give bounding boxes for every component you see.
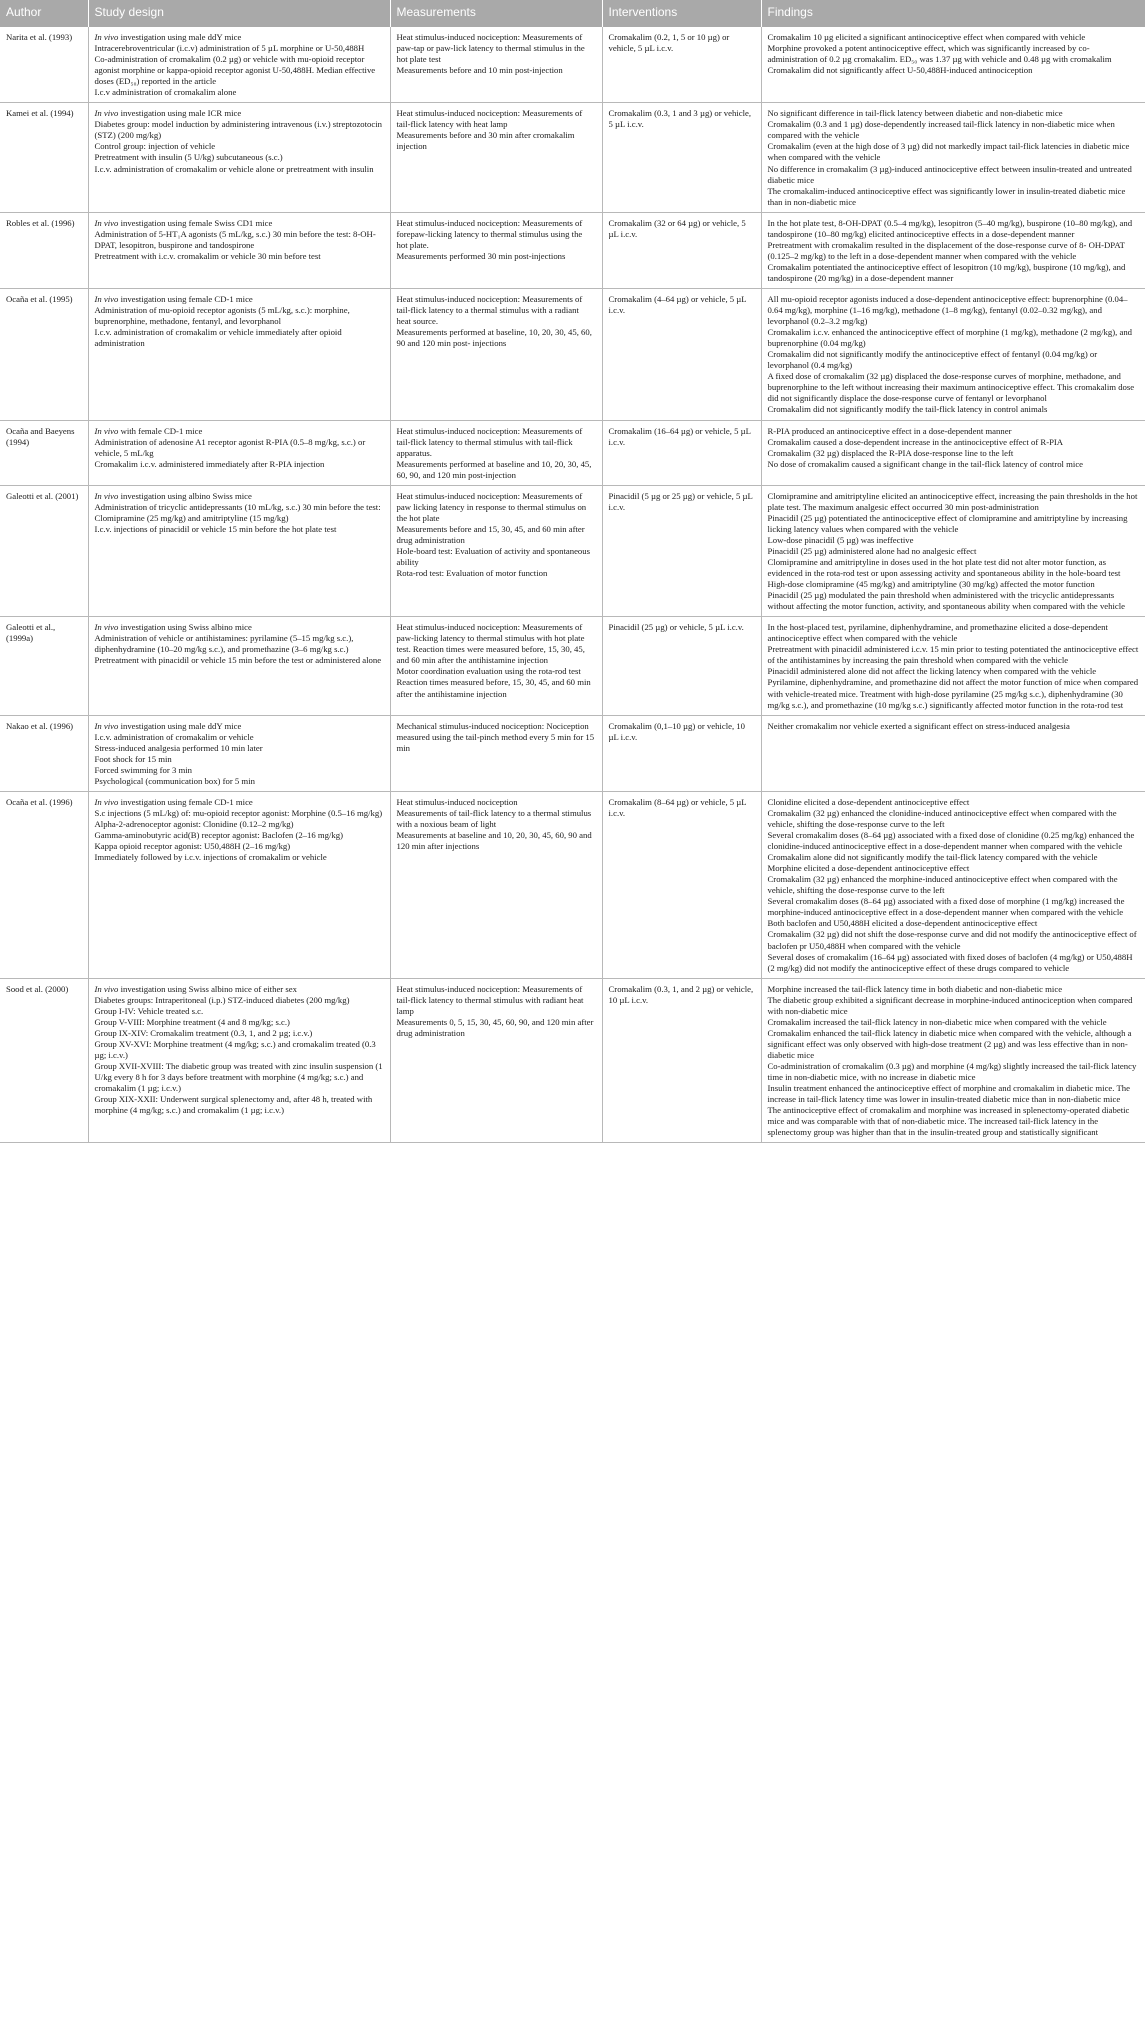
- design-line: S.c injections (5 mL/kg) of: mu-opioid receptor agonist: Morphine (0.5–16 mg/kg): [94, 807, 383, 818]
- author-cell: [0, 288, 88, 420]
- measurements-line: Measurements performed 30 min post-injections: [396, 250, 566, 261]
- findings-line: Low-dose pinacidil (5 µg) was ineffective: [767, 534, 914, 545]
- findings-line: Clonidine elicited a dose-dependent antinociceptive effect: [767, 796, 970, 807]
- findings-line: High-dose clomipramine (45 mg/kg) and amitriptyline (30 mg/kg) affected the motor function: [767, 579, 1095, 590]
- interventions-cell: [602, 617, 761, 715]
- findings-line: A fixed dose of cromakalim (32 µg) displaced the dose-response curves of morphine, methadone, and buprenorphine to the left without increasing their maximum antinociceptive effect. This cromakalim dose did not significantly displace the dose-response curve of fentanyl or levorphanol: [767, 371, 1135, 404]
- measurements-line: Measurements 0, 5, 15, 30, 45, 60, 90, and 120 min after drug administration: [396, 1016, 594, 1038]
- design-line: I.c.v. administration of cromakalim or vehicle immediately after opioid administration: [94, 327, 342, 349]
- findings-line: Cromakalim caused a dose-dependent increase in the antinociceptive effect of R-PIA: [767, 436, 1064, 447]
- design-line: Group XV-XVI: Morphine treatment (4 mg/kg; s.c.) and cromakalim treated (0.3 µg; i.c.v.): [94, 1038, 376, 1060]
- measurements-line: Reaction times measured before, 15, 30, 45, and 60 min after the antihistamine injection: [396, 677, 591, 699]
- findings-line: All mu-opioid receptor agonists induced a dose-dependent antinociceptive effect: buprenorphine (0.04–0.64 mg/kg), morphine (1–16 mg/kg), methadone (1–8 mg/kg), fentanyl (0.02–0.32 mg/kg), and levorphanol (0.2–3.2 mg/kg): [767, 293, 1128, 327]
- interventions-cell: [602, 288, 761, 420]
- table-row: [0, 978, 1145, 1143]
- findings-line: Several cromakalim doses (8–64 µg) associated with a fixed dose of clonidine (0.25 mg/kg) enhanced the clonidine-induced antinociceptive effect in a dose-dependent manner when compared with the vehicle: [767, 830, 1135, 852]
- design-line: In vivo investigation using albino Swiss mice: [94, 490, 252, 501]
- study-design-cell: [88, 288, 390, 420]
- measurements-line: Measurements before and 10 min post-injection: [396, 65, 563, 76]
- findings-line: Cromakalim increased the tail-flick latency in non-diabetic mice when compared with the vehicle: [767, 1016, 1107, 1027]
- interventions-line: Cromakalim (0.2, 1, 5 or 10 µg) or vehicle, 5 µL i.c.v.: [608, 32, 730, 54]
- design-line: Group XIX-XXII: Underwent surgical splenectomy and, after 48 h, treated with morphine (4 mg/kg; s.c.) and cromakalim (1 µg; i.c.v.): [94, 1094, 373, 1116]
- measurements-cell: [390, 27, 602, 103]
- interventions-line: Cromakalim (32 or 64 µg) or vehicle, 5 µL i.c.v.: [608, 217, 746, 239]
- measurements-line: Measurements before and 15, 30, 45, and 60 min after drug administration: [396, 523, 585, 545]
- design-line: I.c.v. injections of pinacidil or vehicle 15 min before the hot plate test: [94, 523, 337, 534]
- findings-line: Pinacidil administered alone did not affect the licking latency when compared with the vehicle: [767, 666, 1097, 677]
- measurements-cell: [390, 103, 602, 212]
- design-line: Group XVII-XVIII: The diabetic group was treated with zinc insulin suspension (1 U/kg every 8 h for 3 days before treatment with morphine (4 mg/kg; s.c.) and cromakalim (1 µg; i.c.v.): [94, 1060, 383, 1094]
- interventions-cell: [602, 978, 761, 1143]
- author-text: Ocaña et al. (1995): [6, 293, 73, 304]
- measurements-line: Measurements performed at baseline, 10, 20, 30, 45, 60, 90 and 120 min post- injections: [396, 327, 592, 349]
- design-line: Diabetes group: model induction by administering intravenous (i.v.) streptozotocin (STZ) (200 mg/kg): [94, 119, 383, 141]
- author-text: Galeotti et al., (1999a): [6, 622, 56, 644]
- design-line: Administration of vehicle or antihistamines: pyrilamine (5–15 mg/kg s.c.), diphenhydramine (10–20 mg/kg s.c.), and promethazine (3–6 mg/kg s.c.): [94, 633, 354, 655]
- measurements-line: Rota-rod test: Evaluation of motor function: [396, 568, 548, 579]
- design-line: Administration of tricyclic antidepressants (10 mL/kg, s.c.) 30 min before the test: Clomipramine (25 mg/kg) and amitriptyline (15 mg/kg): [94, 501, 381, 523]
- findings-line: Cromakalim did not significantly modify the tail-flick latency in control animals: [767, 404, 1048, 415]
- interventions-cell: [602, 103, 761, 212]
- findings-cell: [761, 485, 1145, 617]
- author-cell: [0, 212, 88, 288]
- author-cell: [0, 103, 88, 212]
- findings-line: Pinacidil (25 µg) modulated the pain threshold when administered with the tricyclic antidepressants without affecting the motor function, activity, and spontaneous ability when compared with the vehicle: [767, 590, 1126, 612]
- measurements-cell: [390, 420, 602, 485]
- study-design-cell: [88, 27, 390, 103]
- design-line: Psychological (communication box) for 5 min: [94, 775, 255, 786]
- design-line: Control group: injection of vehicle: [94, 141, 216, 152]
- study-design-cell: [88, 420, 390, 485]
- measurements-line: Heat stimulus-induced nociception: [396, 796, 518, 807]
- design-line: In vivo investigation using female CD-1 mice: [94, 796, 253, 807]
- design-line: In vivo investigation using female Swiss CD1 mice: [94, 217, 273, 228]
- design-line: I.c.v administration of cromakalim alone: [94, 87, 237, 98]
- header-author: Author: [0, 0, 88, 27]
- findings-line: Morphine elicited a dose-dependent antinociceptive effect: [767, 863, 970, 874]
- design-line: Pretreatment with i.c.v. cromakalim or vehicle 30 min before test: [94, 250, 321, 261]
- findings-cell: [761, 420, 1145, 485]
- findings-line: Neither cromakalim nor vehicle exerted a significant effect on stress-induced analgesia: [767, 720, 1070, 731]
- design-line: I.c.v. administration of cromakalim or vehicle alone or pretreatment with insulin: [94, 163, 374, 174]
- findings-line: Pretreatment with cromakalim resulted in the displacement of the dose-response curve of 8- OH-DPAT (0.125–2 mg/kg) to the left in a dose-dependent manner when compared with the vehicle: [767, 239, 1125, 261]
- author-cell: [0, 420, 88, 485]
- interventions-line: Cromakalim (0.3, 1 and 3 µg) or vehicle, 5 µL i.c.v.: [608, 108, 752, 130]
- author-text: Kamei et al. (1994): [6, 108, 74, 119]
- findings-line: No difference in cromakalim (3 µg)-induced antinociceptive effect between insulin-treated and untreated diabetic mice: [767, 163, 1132, 185]
- design-line: Group V-VIII: Morphine treatment (4 and 8 mg/kg; s.c.): [94, 1016, 290, 1027]
- table-body: [0, 27, 1145, 1143]
- design-line: Foot shock for 15 min: [94, 753, 172, 764]
- header-interventions: Interventions: [602, 0, 761, 27]
- findings-line: Cromakalim did not significantly modify the antinociceptive effect of fentanyl (0.04 mg/kg) or levorphanol (0.4 mg/kg): [767, 349, 1098, 371]
- findings-cell: [761, 978, 1145, 1143]
- findings-line: No dose of cromakalim caused a significant change in the tail-flick latency of control mice: [767, 458, 1084, 469]
- findings-line: R-PIA produced an antinociceptive effect in a dose-dependent manner: [767, 425, 1012, 436]
- findings-line: No significant difference in tail-flick latency between diabetic and non-diabetic mice: [767, 108, 1063, 119]
- findings-line: Pretreatment with pinacidil administered i.c.v. 15 min prior to testing potentiated the antinociceptive effect of the antihistamines by increasing the pain threshold when compared with the vehicle: [767, 644, 1139, 666]
- findings-line: Cromakalim (32 µg) enhanced the clonidine-induced antinociceptive effect when compared with the vehicle, shifting the dose-response curve to the left: [767, 807, 1117, 829]
- header-findings: Findings: [761, 0, 1145, 27]
- table-row: [0, 420, 1145, 485]
- author-cell: [0, 715, 88, 791]
- table-header: [0, 0, 1145, 27]
- author-text: Nakao et al. (1996): [6, 720, 74, 731]
- author-cell: [0, 485, 88, 617]
- design-line: In vivo investigation using Swiss albino mice of either sex: [94, 983, 297, 994]
- measurements-cell: [390, 978, 602, 1143]
- author-text: Galeotti et al. (2001): [6, 490, 79, 501]
- findings-line: Both baclofen and U50,488H elicited a dose-dependent antinociceptive effect: [767, 918, 1038, 929]
- table-row: [0, 288, 1145, 420]
- findings-line: Cromakalim (32 µg) did not shift the dose-response curve and did not modify the antinociceptive effect of baclofen pr U50,488H when compared with the vehicle: [767, 929, 1137, 951]
- measurements-line: Heat stimulus-induced nociception: Measurements of paw-licking latency to thermal stimulus with hot plate test. Reaction times were measured before, 15, 30, 45, and 60 min after the antihistamine injection: [396, 622, 585, 666]
- author-text: Narita et al. (1993): [6, 32, 73, 42]
- design-line: Co-administration of cromakalim (0.2 µg) or vehicle with mu-opioid receptor agonist morphine or kappa-opioid receptor agonist U-50,488H. Median effective doses (ED₅₀) reported in the article: [94, 54, 376, 87]
- findings-line: Insulin treatment enhanced the antinociceptive effect of morphine and cromakalim in diabetic mice. The increase in tail-flick latency time was lower in insulin-treated diabetic mice than in non-diabetic mice: [767, 1083, 1130, 1105]
- design-line: Alpha-2-adrenoceptor agonist: Clonidine (0.12–2 mg/kg): [94, 819, 294, 829]
- findings-line: Pinacidil (25 µg) potentiated the antinociceptive effect of clomipramine and amitriptyline by increasing licking latency values when compared with the vehicle: [767, 512, 1128, 534]
- design-line: In vivo investigation using Swiss albino mice: [94, 622, 252, 633]
- author-cell: [0, 617, 88, 715]
- findings-line: Clomipramine and amitriptyline elicited an antinociceptive effect, increasing the pain thresholds in the hot plate test. The maximum analgesic effect occurred 30 min post-administration: [767, 490, 1138, 512]
- design-line: Forced swimming for 3 min: [94, 764, 192, 775]
- findings-cell: [761, 103, 1145, 212]
- interventions-line: Pinacidil (5 µg or 25 µg) or vehicle, 5 µL i.c.v.: [608, 490, 753, 512]
- design-line: In vivo investigation using male ICR mice: [94, 108, 242, 119]
- study-design-cell: [88, 485, 390, 617]
- author-cell: [0, 978, 88, 1143]
- measurements-line: Measurements before and 30 min after cromakalim injection: [396, 130, 575, 152]
- measurements-line: Measurements at baseline and 10, 20, 30, 45, 60, 90 and 120 min after injections: [396, 830, 592, 852]
- measurements-line: Mechanical stimulus-induced nociception: Nociception measured using the tail-pinch method every 5 min for 15 min: [396, 720, 595, 753]
- design-line: Pretreatment with insulin (5 U/kg) subcutaneous (s.c.): [94, 152, 283, 163]
- findings-line: Pyrilamine, diphenhydramine, and promethazine did not affect the motor function of mice when compared with vehicle-treated mice. Treatment with high-dose pyrilamine (25 mg/kg s.c.), diphenhydramine (30 mg/kg s.c.), and promethazine (10 mg/kg s.c.) significantly affected motor function in the rota-rod test: [767, 677, 1139, 710]
- findings-line: The cromakalim-induced antinociceptive effect was significantly lower in insulin-treated diabetic mice than in non-diabetic mice: [767, 185, 1126, 207]
- findings-line: Cromakalim potentiated the antinociceptive effect of lesopitron (10 mg/kg), buspirone (10 mg/kg), and tandospirone (20 mg/kg) in a dose-dependent manner: [767, 261, 1126, 283]
- design-line: Cromakalim i.c.v. administered immediately after R-PIA injection: [94, 458, 325, 469]
- design-line: In vivo investigation using male ddY mice: [94, 720, 242, 731]
- measurements-cell: [390, 617, 602, 715]
- table-row: [0, 103, 1145, 212]
- findings-line: The antinociceptive effect of cromakalim and morphine was increased in splenectomy-operated diabetic mice and was comparable with that of non-diabetic mice. The increased tail-flick latency in the splenectomy group was higher than that in the insulin-treated group and statistically significant: [767, 1105, 1130, 1138]
- measurements-line: Heat stimulus-induced nociception: Measurements of tail-flick latency to a thermal stimulus with a radiant heat source.: [396, 293, 583, 327]
- measurements-line: Heat stimulus-induced nociception: Measurements of paw licking latency in response to thermal stimulus on the hot plate: [396, 490, 587, 523]
- header-study-design: Study design: [88, 0, 390, 27]
- design-line: In vivo investigation using male ddY mice: [94, 32, 242, 42]
- author-text: Ocaña et al. (1996): [6, 796, 73, 807]
- measurements-line: Heat stimulus-induced nociception: Measurements of tail-flick latency with heat lamp: [396, 108, 583, 130]
- table-row: [0, 791, 1145, 978]
- findings-line: Cromakalim (even at the high dose of 3 µg) did not markedly impact tail-flick latencies in diabetic mice when compared with the vehicle: [767, 141, 1130, 163]
- design-line: Administration of mu-opioid receptor agonists (5 mL/kg, s.c.): morphine, buprenorphine, methadone, fentanyl, and levorphanol: [94, 305, 350, 327]
- table-row: [0, 212, 1145, 288]
- design-line: Diabetes groups: Intraperitoneal (i.p.) STZ-induced diabetes (200 mg/kg): [94, 994, 350, 1005]
- interventions-line: Cromakalim (4–64 µg) or vehicle, 5 µL i.c.v.: [608, 293, 747, 316]
- table-row: [0, 485, 1145, 617]
- author-text: Sood et al. (2000): [6, 983, 69, 994]
- findings-line: Cromakalim 10 µg elicited a significant antinociceptive effect when compared with vehicle: [767, 32, 1086, 42]
- design-line: I.c.v. administration of cromakalim or vehicle: [94, 731, 254, 742]
- interventions-line: Cromakalim (16–64 µg) or vehicle, 5 µL i.c.v.: [608, 425, 751, 447]
- author-cell: [0, 791, 88, 978]
- interventions-line: Cromakalim (0.3, 1, and 2 µg) or vehicle, 10 µL i.c.v.: [608, 983, 754, 1005]
- interventions-cell: [602, 420, 761, 485]
- findings-line: Several doses of cromakalim (16–64 µg) associated with fixed doses of baclofen (4 mg/kg) or U50,488H (2 mg/kg) did not modify the antinociceptive effect of these drugs compared to vehicle: [767, 951, 1133, 973]
- findings-line: In the hot plate test, 8-OH-DPAT (0.5–4 mg/kg), lesopitron (5–40 mg/kg), buspirone (10–80 mg/kg), and tandospirone (10–80 mg/kg) elicited antinociceptive effects in a dose-dependent manner: [767, 217, 1133, 239]
- interventions-line: Pinacidil (25 µg) or vehicle, 5 µL i.c.v.: [608, 622, 744, 633]
- measurements-line: Heat stimulus-induced nociception: Measurements of tail-flick latency to thermal stimulus with radiant heat lamp: [396, 983, 584, 1016]
- study-design-cell: [88, 212, 390, 288]
- findings-line: Cromakalim alone did not significantly modify the tail-flick latency compared with the vehicle: [767, 852, 1098, 863]
- measurements-cell: [390, 288, 602, 420]
- findings-cell: [761, 288, 1145, 420]
- interventions-line: Cromakalim (0,1–10 µg) or vehicle, 10 µL i.c.v.: [608, 720, 745, 742]
- design-line: In vivo with female CD-1 mice: [94, 425, 203, 436]
- measurements-line: Measurements of tail-flick latency to a thermal stimulus with a noxious beam of light: [396, 807, 592, 829]
- measurements-line: Hole-board test: Evaluation of activity and spontaneous ability: [396, 545, 590, 568]
- design-line: Intracerebroventricular (i.c.v) administration of 5 µL morphine or U-50,488H: [94, 43, 365, 54]
- design-line: Group I-IV: Vehicle treated s.c.: [94, 1005, 204, 1016]
- header-row: [0, 0, 1145, 27]
- findings-line: The diabetic group exhibited a significant decrease in morphine-induced antinociception when compared with non-diabetic mice: [767, 994, 1133, 1016]
- header-measurements: Measurements: [390, 0, 602, 27]
- interventions-cell: [602, 212, 761, 288]
- findings-line: Clomipramine and amitriptyline in doses used in the hot plate test did not alter motor function, as evidenced in the rota-rod test or upon assessing activity and spontaneous ability in the hole-board test: [767, 557, 1121, 579]
- measurements-line: Motor coordination evaluation using the rota-rod test: [396, 666, 581, 677]
- measurements-cell: [390, 715, 602, 791]
- author-text: Ocaña and Baeyens (1994): [6, 425, 75, 447]
- study-design-cell: [88, 978, 390, 1143]
- design-line: Gamma-aminobutyric acid(B) receptor agonist: Baclofen (2–16 mg/kg): [94, 830, 343, 841]
- findings-cell: [761, 715, 1145, 791]
- measurements-line: Heat stimulus-induced nociception: Measurements of tail-flick latency to thermal stimulus with tail-flick apparatus.: [396, 425, 583, 458]
- design-line: Administration of 5-HT₁A agonists (5 mL/kg, s.c.) 30 min before the test: 8-OH-DPAT, lesopitron, buspirone and tandospirone: [94, 228, 376, 250]
- findings-line: Cromakalim enhanced the tail-flick latency in diabetic mice when compared with the vehicle, although a significant effect was only observed with high-dose treatment (2 µg) and was less effective than in non-diabetic mice: [767, 1027, 1132, 1060]
- study-design-cell: [88, 791, 390, 978]
- design-line: In vivo investigation using female CD-1 mice: [94, 293, 253, 304]
- findings-cell: [761, 27, 1145, 103]
- author-cell: [0, 27, 88, 103]
- findings-line: Cromakalim (32 µg) displaced the R-PIA dose-response line to the left: [767, 447, 1014, 458]
- design-line: Administration of adenosine A1 receptor agonist R-PIA (0.5–8 mg/kg, s.c.) or vehicle, 5 mL/kg: [94, 436, 366, 458]
- findings-cell: [761, 617, 1145, 715]
- findings-line: Cromakalim i.c.v. enhanced the antinociceptive effect of morphine (1 mg/kg), methadone (2 mg/kg), and buprenorphine (0.04 mg/kg): [767, 327, 1133, 349]
- interventions-cell: [602, 27, 761, 103]
- study-design-cell: [88, 103, 390, 212]
- measurements-line: Heat stimulus-induced nociception: Measurements of forepaw-licking latency to thermal stimulus using the hot plate.: [396, 217, 583, 250]
- table-row: [0, 27, 1145, 103]
- design-line: Pretreatment with pinacidil or vehicle 15 min before the test or administered alone: [94, 655, 382, 666]
- design-line: Group IX-XIV: Cromakalim treatment (0.3, 1, and 2 µg; i.c.v.): [94, 1027, 313, 1038]
- design-line: Immediately followed by i.c.v. injections of cromakalim or vehicle: [94, 852, 327, 863]
- interventions-cell: [602, 715, 761, 791]
- findings-line: Several cromakalim doses (8–64 µg) associated with a fixed dose of morphine (1 mg/kg) increased the morphine-induced antinociceptive effect in a dose-dependent manner when compared with the vehicle: [767, 896, 1125, 918]
- findings-line: Cromakalim (0.3 and 1 µg) dose-dependently increased tail-flick latency in non-diabetic mice when compared with the vehicle: [767, 119, 1115, 141]
- measurements-line: Heat stimulus-induced nociception: Measurements of paw-tap or paw-lick latency to thermal stimulus in the hot plate test: [396, 32, 585, 65]
- findings-cell: [761, 212, 1145, 288]
- findings-line: Pinacidil (25 µg) administered alone had no analgesic effect: [767, 545, 977, 556]
- findings-line: Morphine provoked a potent antinociceptive effect, which was significantly increased by co-administration of 0.2 µg cromakalim. ED₅₀ was 1.37 µg with vehicle and 0.48 µg with cromakalim: [767, 43, 1112, 65]
- design-line: Stress-induced analgesia performed 10 min later: [94, 742, 263, 753]
- measurements-line: Measurements performed at baseline and 10, 20, 30, 45, 60, 90, and 120 min post-injection: [396, 458, 592, 480]
- table-row: [0, 715, 1145, 791]
- measurements-cell: [390, 485, 602, 617]
- measurements-cell: [390, 791, 602, 978]
- findings-line: Cromakalim (32 µg) enhanced the morphine-induced antinociceptive effect when compared with the vehicle, shifting the dose-response curve to the left: [767, 874, 1118, 896]
- interventions-line: Cromakalim (8–64 µg) or vehicle, 5 µL i.c.v.: [608, 796, 747, 818]
- measurements-cell: [390, 212, 602, 288]
- author-text: Robles et al. (1996): [6, 217, 75, 228]
- interventions-cell: [602, 485, 761, 617]
- table-row: [0, 617, 1145, 715]
- design-line: Kappa opioid receptor agonist: U50,488H (2–16 mg/kg): [94, 841, 291, 852]
- study-design-cell: [88, 617, 390, 715]
- findings-line: Cromakalim did not significantly affect U-50,488H-induced antinociception: [767, 65, 1033, 76]
- findings-line: In the host-placed test, pyrilamine, diphenhydramine, and promethazine elicited a dose-dependent antinociceptive effect when compared with the vehicle: [767, 622, 1108, 644]
- findings-cell: [761, 791, 1145, 978]
- findings-line: Morphine increased the tail-flick latency time in both diabetic and non-diabetic mice: [767, 983, 1063, 994]
- study-design-cell: [88, 715, 390, 791]
- interventions-cell: [602, 791, 761, 978]
- findings-line: Co-administration of cromakalim (0.3 µg) and morphine (4 mg/kg) slightly increased the tail-flick latency time in non-diabetic mice, with no increase in diabetic mice: [767, 1060, 1137, 1083]
